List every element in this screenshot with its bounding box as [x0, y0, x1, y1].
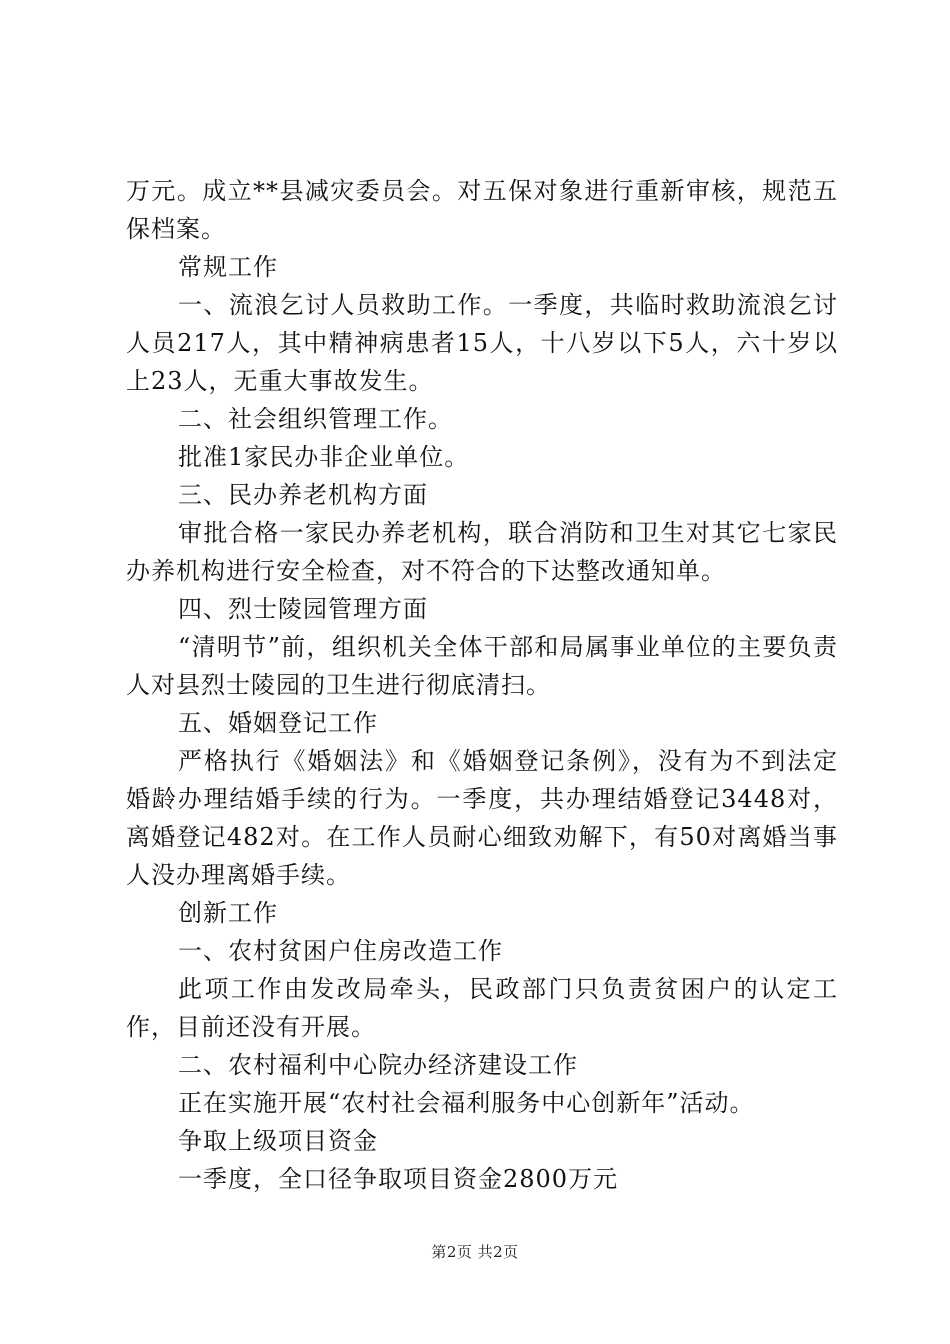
page-footer: 第2页 共2页: [431, 1243, 519, 1261]
section-heading-routine-work: 常规工作: [178, 253, 278, 281]
document-body: [126, 172, 838, 1198]
subheading-private-elderly-care: 三、民办养老机构方面: [178, 481, 428, 509]
paragraph-private-elderly-care: 审批合格一家民办养老机构，联合消防和卫生对其它七家民办养机构进行安全检查，对不符合的下达整改通知单。: [126, 519, 838, 585]
section-heading-innovation-work: 创新工作: [178, 899, 278, 927]
paragraph-marriage-registration: 严格执行《婚姻法》和《婚姻登记条例》，没有为不到法定婚龄办理结婚手续的行为。一季度，共办理结婚登记3448对，离婚登记482对。在工作人员耐心细致劝解下，有50对离婚当事人没办理离婚手续。: [126, 747, 838, 889]
paragraph-project-funds: 一季度，全口径争取项目资金2800万元: [178, 1165, 619, 1193]
section-heading-project-funds: 争取上级项目资金: [178, 1127, 378, 1155]
paragraph-rural-housing: 此项工作由发改局牵头，民政部门只负责贫困户的认定工作，目前还没有开展。: [126, 975, 838, 1041]
paragraph-martyrs-cemetery: “清明节”前，组织机关全体干部和局属事业单位的主要负责人对县烈士陵园的卫生进行彻底清扫。: [126, 633, 838, 699]
paragraph-vagrant-relief: 一、流浪乞讨人员救助工作。一季度，共临时救助流浪乞讨人员217人，其中精神病患者15人，十八岁以下5人，六十岁以上23人，无重大事故发生。: [126, 291, 838, 395]
paragraph-social-organization: 批准1家民办非企业单位。: [178, 443, 470, 471]
subheading-rural-housing: 一、农村贫困户住房改造工作: [178, 937, 503, 965]
subheading-martyrs-cemetery: 四、烈士陵园管理方面: [178, 595, 428, 623]
subheading-rural-welfare-center: 二、农村福利中心院办经济建设工作: [178, 1051, 578, 1079]
paragraph-1: 万元。成立**县减灾委员会。对五保对象进行重新审核，规范五保档案。: [126, 177, 838, 243]
subheading-marriage-registration: 五、婚姻登记工作: [178, 709, 378, 737]
subheading-social-organization: 二、社会组织管理工作。: [178, 405, 453, 433]
paragraph-rural-welfare-center: 正在实施开展“农村社会福利服务中心创新年”活动。: [178, 1089, 755, 1117]
